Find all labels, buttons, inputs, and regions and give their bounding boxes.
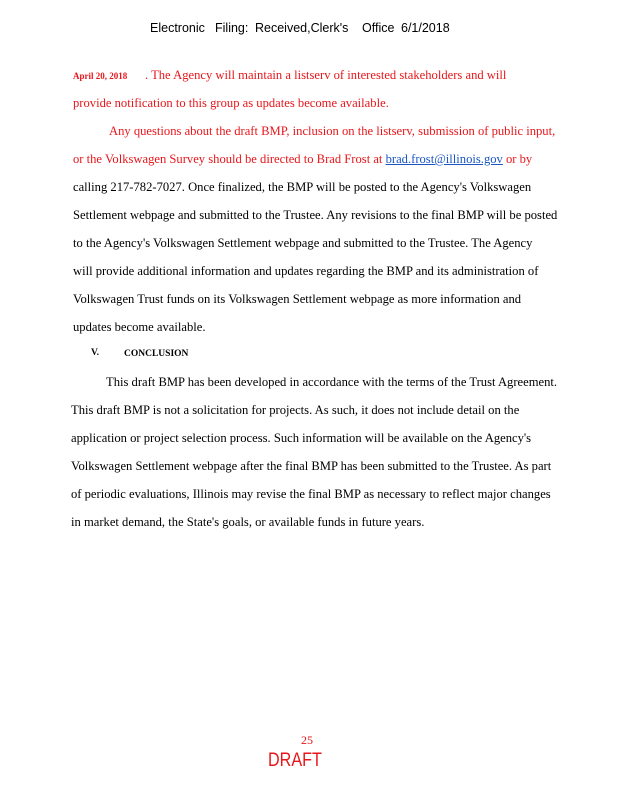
text-line: application or project selection process. Such information will be available on the Agency's <box>71 431 532 445</box>
text-line: will provide additional information and updates regarding the BMP and its administration of <box>73 264 539 278</box>
section-number: V. <box>91 348 100 358</box>
contact-line <box>73 152 532 167</box>
draft-watermark: DRAFT <box>268 750 322 771</box>
text-line: to the Agency's Volkswagen Settlement webpage and submitted to the Trustee. The Agency <box>73 236 533 250</box>
page-number: 25 <box>301 733 313 747</box>
text-line: of periodic evaluations, Illinois may revise the final BMP as necessary to reflect major changes <box>71 487 551 501</box>
text-line: . The Agency will maintain a listserv of interested stakeholders and will <box>145 68 507 82</box>
filing-date: 6/1/2018 <box>401 21 450 35</box>
text-line: Any questions about the draft BMP, inclusion on the listserv, submission of public input, <box>109 124 556 138</box>
text-line: This draft BMP is not a solicitation for projects. As such, it does not include detail on the <box>71 403 520 417</box>
text-line: in market demand, the State's goals, or available funds in future years. <box>71 515 425 529</box>
revision-date: April 20, 2018 <box>73 71 128 81</box>
received-label: Received,Clerk's <box>255 21 349 35</box>
text-line: calling 217-782-7027. Once finalized, the BMP will be posted to the Agency's Volkswagen <box>73 180 532 194</box>
section-title: CONCLUSION <box>124 349 189 359</box>
text-line: Volkswagen Settlement webpage after the final BMP has been submitted to the Trustee. As part <box>71 459 552 473</box>
contact-text-end: or by <box>506 152 533 166</box>
contact-text: or the Volkswagen Survey should be directed to Brad Frost at <box>73 152 383 166</box>
filing-label: Electronic <box>150 21 205 35</box>
text-line: provide notification to this group as updates become available. <box>73 96 389 110</box>
text-line: This draft BMP has been developed in accordance with the terms of the Trust Agreement. <box>106 375 558 389</box>
email-link[interactable]: brad.frost@illinois.gov <box>385 152 503 166</box>
text-line: Volkswagen Trust funds on its Volkswagen Settlement webpage as more information and <box>73 292 522 306</box>
filing-word: Filing: <box>215 21 249 35</box>
text-line: Settlement webpage and submitted to the Trustee. Any revisions to the final BMP will be posted <box>73 208 558 222</box>
text-line: updates become available. <box>73 320 206 334</box>
office-label: Office <box>362 21 395 35</box>
